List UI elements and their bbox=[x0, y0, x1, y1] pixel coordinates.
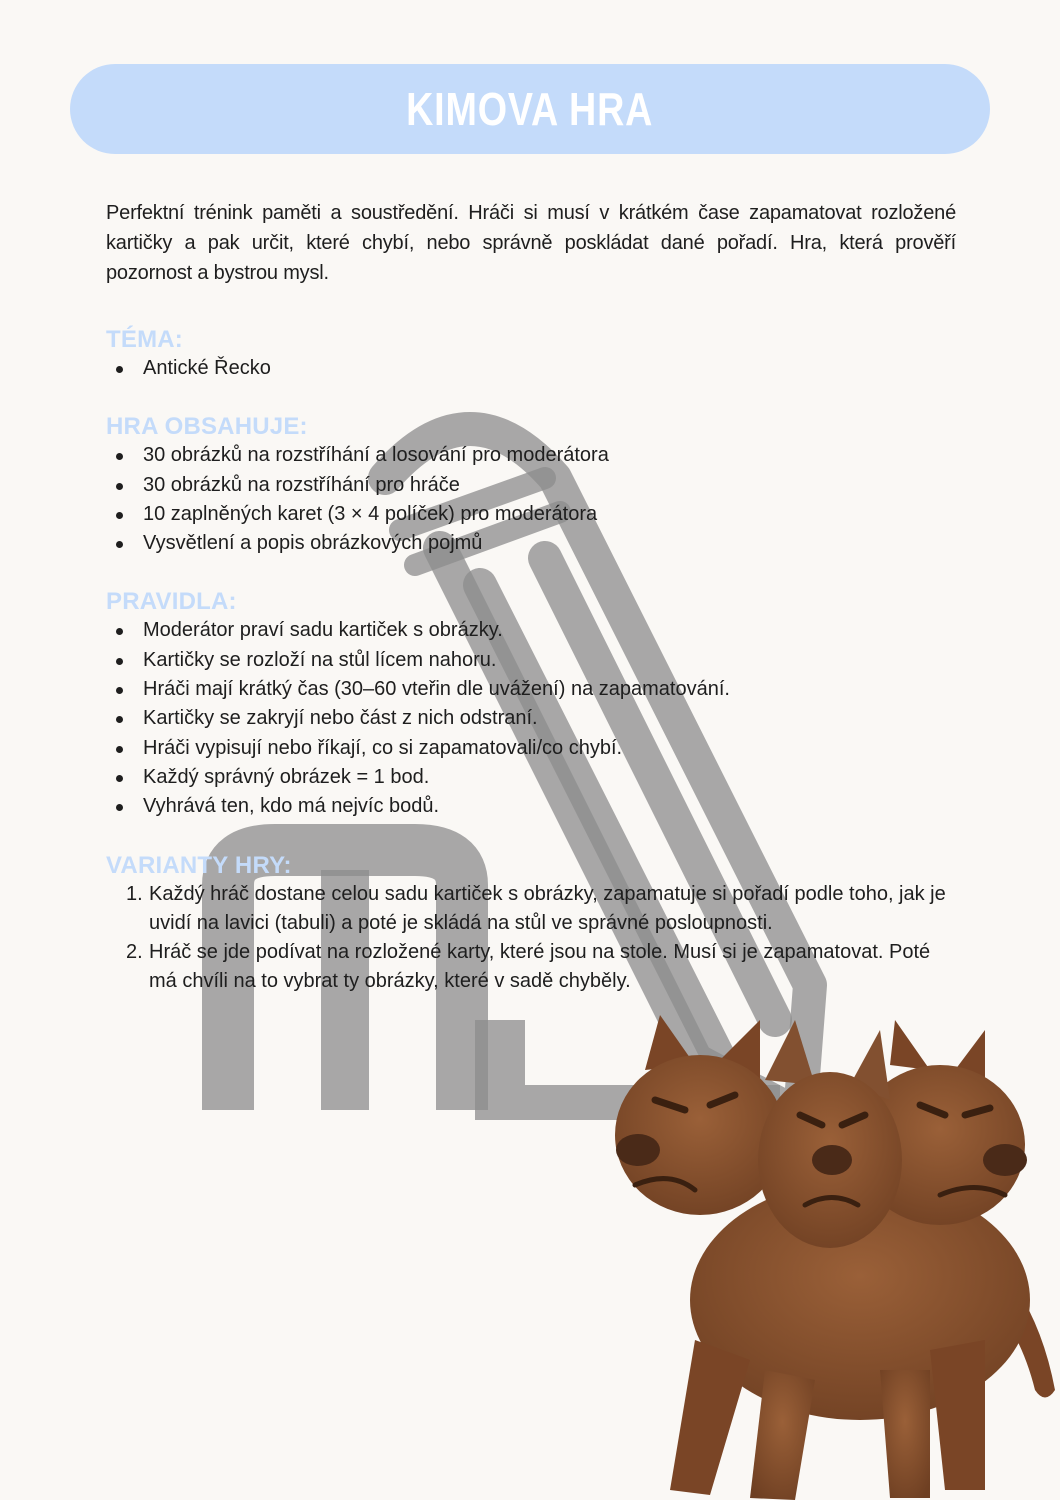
section-heading-tema: TÉMA: bbox=[106, 326, 183, 353]
list-item: Antické Řecko bbox=[106, 354, 956, 383]
three-headed-dog-icon bbox=[600, 1010, 1060, 1500]
list-item: 30 obrázků na rozstříhání a losování pro moderátora bbox=[106, 441, 956, 470]
list-number: 1. bbox=[126, 882, 143, 905]
page-title: KIMOVA HRA bbox=[406, 83, 654, 135]
list-item: Kartičky se rozloží na stůl lícem nahoru. bbox=[106, 646, 956, 675]
list-item: Hráči vypisují nebo říkají, co si zapamatovali/co chybí. bbox=[106, 734, 956, 763]
list-item bbox=[106, 938, 956, 997]
list-item-text: Každý hráč dostane celou sadu kartiček s obrázky, zapamatuje si pořadí podle toho, jak je uvidí na lavici (tabuli) a poté je skládá na stůl ve správné posloupnosti. bbox=[149, 882, 946, 934]
section-heading-varianty: VARIANTY HRY: bbox=[106, 851, 292, 879]
intro-paragraph: Perfektní trénink paměti a soustředění. Hráči si musí v krátkém čase zapamatovat rozložené kartičky a pak určit, které chybí, nebo správně poskládat dané pořadí. Hra, která prověří pozornost a bystrou mysl. bbox=[106, 202, 956, 284]
tema-list bbox=[106, 354, 956, 383]
list-item: 30 obrázků na rozstříhání pro hráče bbox=[106, 471, 956, 500]
list-number: 2. bbox=[126, 941, 143, 964]
list-item: Hráči mají krátký čas (30–60 vteřin dle uvážení) na zapamatování. bbox=[106, 675, 956, 704]
list-item: Vyhrává ten, kdo má nejvíc bodů. bbox=[106, 792, 956, 821]
list-item bbox=[106, 880, 956, 939]
section-heading-obsah: HRA OBSAHUJE: bbox=[106, 413, 308, 441]
list-item: Moderátor praví sadu kartiček s obrázky. bbox=[106, 616, 956, 645]
obsah-list bbox=[106, 441, 956, 558]
pravidla-list bbox=[106, 616, 956, 821]
varianty-list bbox=[106, 880, 956, 997]
list-item-text: Hráč se jde podívat na rozložené karty, které jsou na stole. Musí si je zapamatovat. Poté má chvíli na to vybrat ty obrázky, které v sadě chyběly. bbox=[149, 941, 931, 993]
list-item: Vysvětlení a popis obrázkových pojmů bbox=[106, 529, 956, 558]
list-item: 10 zaplněných karet (3 × 4 políček) pro moderátora bbox=[106, 500, 956, 529]
section-heading-pravidla: PRAVIDLA: bbox=[106, 588, 237, 616]
content bbox=[106, 198, 956, 997]
list-item: Každý správný obrázek = 1 bod. bbox=[106, 763, 956, 792]
list-item: Kartičky se zakryjí nebo část z nich odstraní. bbox=[106, 704, 956, 733]
title-banner bbox=[70, 64, 990, 154]
